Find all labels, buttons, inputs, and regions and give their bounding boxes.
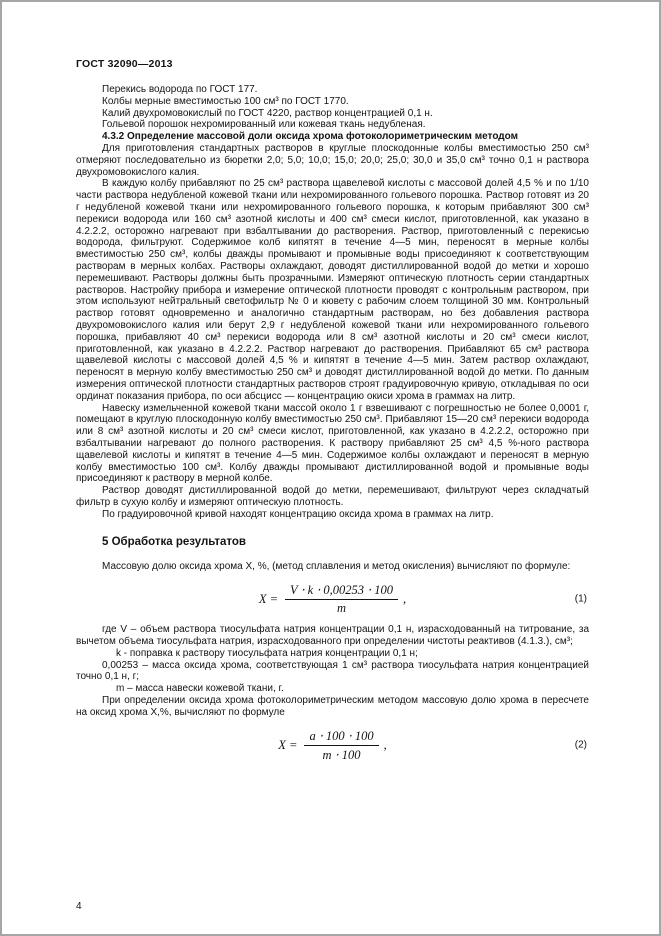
- page-number: 4: [76, 901, 82, 912]
- para-clause-4-3-2-title: 4.3.2 Определение массовой доли оксида хрома фотоколориметрическим методом: [102, 131, 519, 143]
- para-where-v: где V – объем раствора тиосульфата натрия концентрации 0,1 н, израсходованный на титрование, за вычетом объема тиосульфата натрия, израсходованного при определении чистоты реактивов (4.1.3.), см³;: [76, 624, 589, 648]
- formula-2: [76, 728, 589, 763]
- formula-1: [76, 582, 589, 616]
- formula-numerator: V ⋅ k ⋅ 0,00253 ⋅ 100: [285, 582, 398, 600]
- formula-numerator: a ⋅ 100 ⋅ 100: [304, 728, 378, 746]
- formula-lhs: X =: [258, 591, 279, 606]
- formula-expression: [259, 582, 406, 616]
- formula-fraction: [285, 582, 398, 616]
- para-where-00253: 0,00253 – масса оксида хрома, соответствующая 1 см³ раствора тиосульфата натрия концентрацией точно 0,1 н, г;: [76, 659, 589, 683]
- para-where-k: k - поправка к раствору тиосульфата натрия концентрации 0,1 н;: [116, 647, 418, 659]
- formula-suffix: ,: [383, 737, 387, 752]
- formula-denominator: m: [337, 601, 347, 616]
- para-standard-solutions: Для приготовления стандартных растворов в круглые плоскодонные колбы вместимостью 250 см³ отмеряют последовательно из бюретки 2,0; 5,0; 10,0; 15,0; 20,0; 25,0; 30,0 и 35,0 см³ точно 0,1 н раствора двухромовокислого калия.: [76, 142, 589, 178]
- para-where-m: m – масса навески кожевой ткани, г.: [116, 683, 284, 695]
- equation-number: (1): [574, 593, 587, 605]
- document-body: [76, 84, 589, 763]
- formula-denominator: m ⋅ 100: [322, 747, 361, 762]
- para-calibration-curve: По градуировочной кривой находят концентрацию оксида хрома в граммах на литр.: [102, 508, 494, 520]
- formula-lhs: X =: [278, 737, 298, 752]
- equation-number: (2): [574, 739, 587, 751]
- para-peroxide: Перекись водорода по ГОСТ 177.: [102, 84, 258, 95]
- formula-suffix: ,: [403, 591, 407, 606]
- section-heading-5: 5 Обработка результатов: [102, 536, 246, 549]
- para-photocolorimetric-calc: При определении оксида хрома фотоколориметрическим методом массовую долю хрома в пересчете на оксид хрома X,%, вычисляют по формуле: [76, 695, 589, 718]
- para-sample-weighing: Навеску измельченной кожевой ткани массой около 1 г взвешивают с погрешностью не более 0,0001 г, помещают в круглую плоскодонную колбу вместимостью 250 см³. Прибавляют 15—20 см³ перекиси водорода или 8 см³ азотной кислоты и 20 см³ смеси кислот, приготовленной, как указано в 4.2.2.2, осторожно при взбалтывании нагревают до полного растворения. К раствору прибавляют 25 см³ 4,5 %-ного раствора щавелевой кислоты и кипятят в течение 4—5 мин. Содержимое колбы охлаждают и переносят в мерную колбу вместимостью 100 см³. Колбу дважды промывают дистиллированной водой и промывные воды присоединяют к раствору в мерной колбе.: [76, 402, 589, 485]
- para-powder: Гольевой порошок нехромированный или кожевая ткань недубленая.: [102, 119, 426, 131]
- document-header-gost-number: ГОСТ 32090—2013: [76, 58, 173, 70]
- para-flasks: Колбы мерные вместимостью 100 см³ по ГОСТ 1770.: [102, 95, 349, 107]
- para-procedure-main: В каждую колбу прибавляют по 25 см³ раствора щавелевой кислоты с массовой долей 4,5 % и по 1/10 части раствора недубленой кожевой ткани или нехромированного гольевого порошка. Раствор готовят из 20 г недубленой кожевой ткани или нехромированного гольевого порошка, к которым прибавляют 300 см³ перекиси водорода или 160 см³ азотной кислоты и 400 см³ смеси кислот, приготовленной, как указано в 4.2.2.2, осторожно нагревают при взбалтывании до растворения. Раствор, приготовленный с перекисью водорода, фильтруют. Содержимое колб кипятят в течение 4—5 мин, переносят в мерные колбы вместимостью 250 см³, колбы дважды промывают и промывные воды присоединяют к соответствующим растворам в мерных колбах. Растворы охлаждают, доводят дистиллированной водой до метки и хорошо перемешивают. Растворы должны быть прозрачными. Измеряют оптическую плотность серии стандартных растворов. Настройку прибора и измерение оптической плотности проводят с контрольным раствором, при этом используют нейтральный светофильтр № 0 и кювету с рабочим слоем толщиной 30 мм. Контрольный раствор готовят одновременно и аналогично стандартным растворам, но без добавления раствора двухромовокислого калия или берут 2,9 г недубленой кожевой ткани или нехромированного гольевого порошка, прибавляют 40 см³ перекиси водорода или 8 см³ азотной кислоты и 20 см³ смеси кислот, приготовленной, как указано в 4.2.2.2. Раствор нагревают до растворения. Прибавляют 65 см³ раствора щавелевой кислоты с массовой долей 4,5 % и кипятят в течение 4—5 мин. Затем раствор охлаждают, переносят в мерную колбу вместимостью 250 см³ и доводят дистиллированной водой до метки. По данным измерения оптической плотности стандартных растворов строят градуировочную кривую, откладывая по оси ординат показания прибора, по оси абсцисс — концентрацию окиси хрома в граммах на литр.: [76, 178, 589, 402]
- para-potassium: Калий двухромовокислый по ГОСТ 4220, раствор концентрацией 0,1 н.: [102, 107, 433, 119]
- formula-fraction: [304, 728, 378, 763]
- para-mass-fraction-intro: Массовую долю оксида хрома X, %, (метод сплавления и метод окисления) вычисляют по формуле:: [102, 561, 571, 573]
- formula-expression: [278, 728, 387, 763]
- para-filter: Раствор доводят дистиллированной водой до метки, перемешивают, фильтруют через складчатый фильтр в сухую колбу и измеряют оптическую плотность.: [76, 485, 589, 508]
